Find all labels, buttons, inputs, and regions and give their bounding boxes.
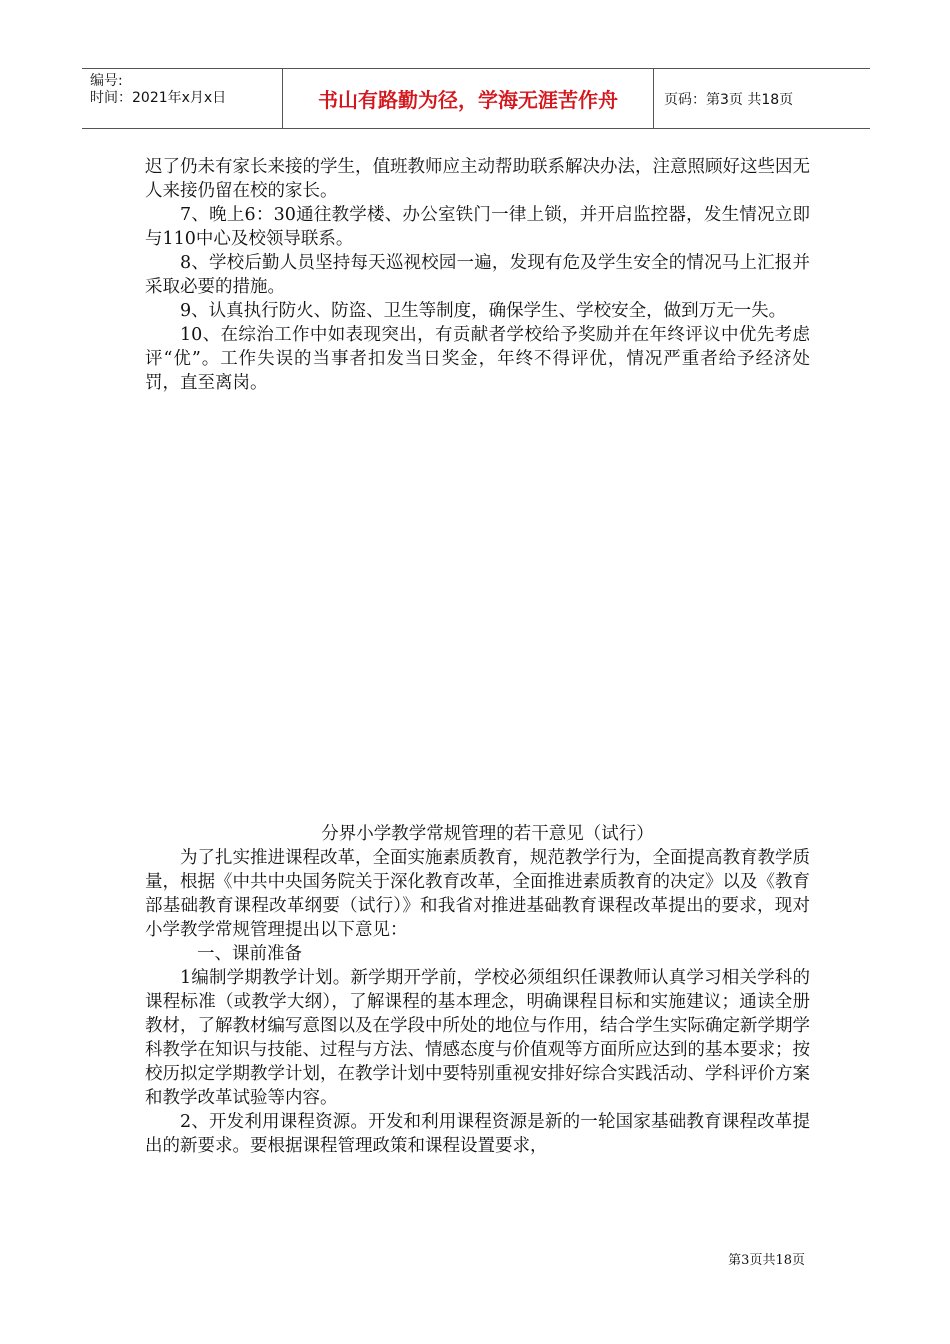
paragraph-item-2: 2、开发利用课程资源。开发和利用课程资源是新的一轮国家基础教育课程改革提出的新要求。要根据课程管理政策和课程设置要求， <box>145 1112 810 1156</box>
paragraph-intro: 为了扎实推进课程改革，全面实施素质教育，规范教学行为，全面提高教育教学质量，根据《中共中央国务院关于深化教育改革，全面推进素质教育的决定》以及《教育部基础教育课程改革纲要（试行）》和我省对推进基础教育课程改革提出的要求，现对小学教学常规管理提出以下意见： <box>145 848 810 940</box>
paragraph: 9、认真执行防火、防盗、卫生等制度，确保学生、学校安全，做到万无一失。 <box>180 301 787 321</box>
header-page-label: 页码：第3页 共18页 <box>664 91 794 108</box>
body-block-2 <box>145 822 810 1158</box>
paragraph: 8、学校后勤人员坚持每天巡视校园一遍，发现有危及学生安全的情况马上汇报并采取必要的措施。 <box>145 253 810 297</box>
document-title: 分界小学教学常规管理的若干意见（试行） <box>321 824 654 844</box>
paragraph: 迟了仍未有家长来接的学生，值班教师应主动帮助联系解决办法，注意照顾好这些因无人来接仍留在校的家长。 <box>145 157 810 201</box>
paragraph-item-1: 1编制学期教学计划。新学期开学前，学校必须组织任课教师认真学习相关学科的课程标准（或教学大纲），了解课程的基本理念，明确课程目标和实施建议；通读全册教材，了解教材编写意图以及在学段中所处的地位与作用，结合学生实际确定新学期学科教学在知识与技能、过程与方法、情感态度与价值观等方面所应达到的基本要求；按校历拟定学期教学计划，在教学计划中要特别重视安排好综合实践活动、学科评价方案和教学改革试验等内容。 <box>145 968 810 1108</box>
body-block-1 <box>145 155 810 395</box>
number-label: 编号: <box>90 73 123 89</box>
header-motto: 书山有路勤为径，学海无涯苦作舟 <box>282 69 654 128</box>
page-header <box>82 68 870 129</box>
header-meta <box>82 69 282 128</box>
date-label: 时间：2021年x月x日 <box>90 90 227 106</box>
paragraph: 10、在综治工作中如表现突出，有贡献者学校给予奖励并在年终评议中优先考虑评“优”。工作失误的当事者扣发当日奖金，年终不得评优，情况严重者给予经济处罚，直至离岗。 <box>145 325 810 393</box>
page-footer: 第3页共18页 <box>728 1253 805 1268</box>
section-heading: 一、课前准备 <box>197 944 302 964</box>
paragraph: 7、晚上6：30通往教学楼、办公室铁门一律上锁，并开启监控器，发生情况立即与110中心及校领导联系。 <box>145 205 810 249</box>
